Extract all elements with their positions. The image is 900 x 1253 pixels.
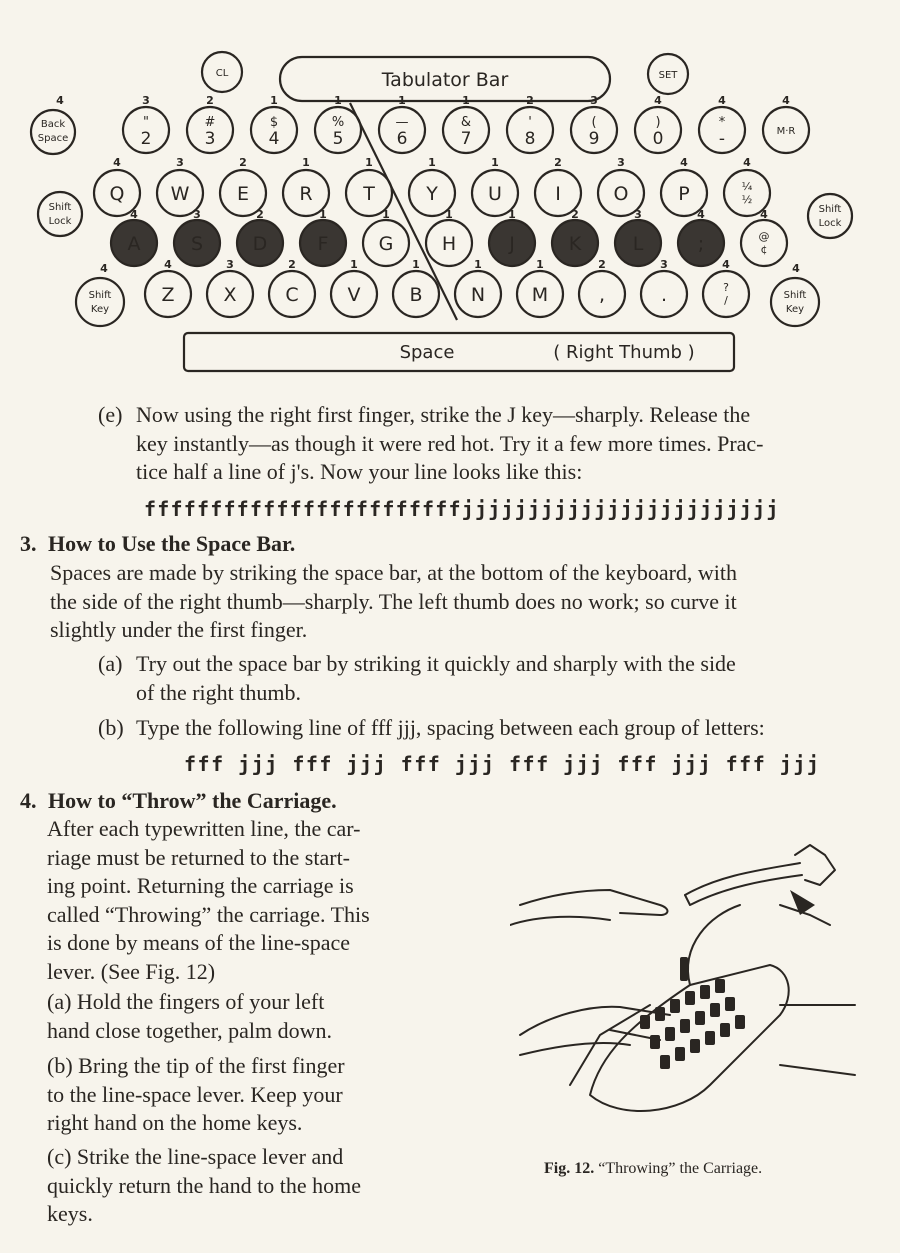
right-thumb-label: ( Right Thumb ) (553, 342, 695, 363)
finger-number: 1 (428, 156, 436, 169)
section-3-step-a-line-2: of the right thumb. (136, 679, 301, 705)
section-4-step-b-line-2: to the line-space lever. Keep your (47, 1081, 343, 1107)
section-3-line-1: Spaces are made by striking the space bar, at the bottom of the keyboard, with (50, 560, 738, 585)
key-label: X (223, 284, 237, 306)
key-label: P (678, 183, 690, 205)
step-e-line-3: tice half a line of j's. Now your line looks like this: (136, 459, 583, 484)
finger-number: 1 (302, 156, 310, 169)
key-label: M (531, 284, 549, 306)
step-e-line-2: key instantly—as though it were red hot. Try it a few more times. Prac- (136, 430, 764, 456)
key-label: @ (758, 230, 770, 243)
shift-key-left-1: Shift (88, 290, 112, 301)
finger-number: 4 (164, 258, 172, 271)
typewriter-illustration (510, 835, 860, 1135)
shift-lock-right-1: Shift (818, 204, 842, 215)
key-label: S (190, 233, 204, 255)
key-label: ¼ (741, 180, 753, 193)
finger-number: 3 (142, 94, 150, 107)
key-label: R (299, 183, 313, 205)
finger-number: 2 (526, 94, 534, 107)
section-4-intro-line-2: riage must be returned to the start- (47, 844, 351, 870)
section-4-step-c-line-2: quickly return the hand to the home (47, 1172, 362, 1198)
key-label: Q (109, 183, 125, 205)
key-label: ¢ (760, 243, 768, 256)
key-top-symbol: & (460, 115, 472, 130)
finger-number: 2 (239, 156, 247, 169)
shift-key-left-finger: 4 (100, 262, 108, 275)
finger-number: 2 (554, 156, 562, 169)
shift-lock-right-2: Lock (818, 218, 842, 229)
key-top-symbol: " (143, 115, 149, 130)
shift-key-left-2: Key (90, 304, 110, 315)
section-3-step-a-line-1: Try out the space bar by striking it quickly and sharply with the side (136, 651, 736, 676)
tabulator-bar-label: Tabulator Bar (381, 69, 509, 91)
finger-number: 1 (508, 208, 516, 221)
back-space-label-2: Space (37, 133, 69, 144)
finger-number: 4 (760, 208, 768, 221)
key-top-symbol: ) (655, 115, 661, 130)
back-space-label-1: Back (40, 119, 66, 130)
key-label: B (409, 284, 423, 306)
finger-number: 1 (491, 156, 499, 169)
key-label: G (378, 233, 394, 255)
finger-number: 4 (130, 208, 138, 221)
finger-number: 2 (288, 258, 296, 271)
finger-number: 1 (412, 258, 420, 271)
key-label: W (170, 183, 190, 205)
key-label: . (660, 284, 668, 306)
key-bottom-symbol: 8 (524, 129, 536, 149)
key-label: D (252, 233, 268, 255)
section-4-intro-line-1: After each typewritten line, the car- (47, 816, 361, 841)
finger-number: 1 (350, 258, 358, 271)
finger-number: 4 (743, 156, 751, 169)
section-3-step-b-sample: fff jjj fff jjj fff jjj fff jjj fff jjj fff jjj (184, 752, 821, 776)
key-label: V (347, 284, 361, 306)
finger-number: 1 (365, 156, 373, 169)
key-label: ? (723, 281, 729, 294)
figure-caption (544, 1160, 762, 1178)
keyboard-diagram (0, 0, 900, 390)
key-label: , (598, 284, 606, 306)
finger-number: 1 (474, 258, 482, 271)
shift-key-right-2: Key (785, 304, 805, 315)
section-4-step-b-line-3: right hand on the home keys. (47, 1110, 303, 1135)
key-label: H (441, 233, 457, 255)
section-3-step-b (98, 714, 862, 743)
section-4-intro-line-6: lever. (See Fig. 12) (47, 958, 216, 984)
section-4-intro-line-3: ing point. Returning the carriage is (47, 873, 354, 898)
section-3-line-3: slightly under the first finger. (50, 617, 308, 642)
finger-number: 2 (206, 94, 214, 107)
step-e-label: (e) (98, 402, 123, 427)
finger-number: 3 (176, 156, 184, 169)
key-label: Z (161, 284, 175, 306)
finger-number: 1 (334, 94, 342, 107)
section-4-step-a (47, 988, 417, 1045)
finger-number: 3 (590, 94, 598, 107)
section-3-line-2: the side of the right thumb—sharply. The left thumb does no work; so curve it (50, 588, 737, 614)
section-4-step-b (47, 1052, 417, 1138)
back-space-finger: 4 (56, 94, 64, 107)
finger-number: 1 (445, 208, 453, 221)
finger-number: 4 (680, 156, 688, 169)
finger-number: 4 (722, 258, 730, 271)
finger-number: 2 (571, 208, 579, 221)
key-label: K (568, 233, 582, 255)
key-top-symbol: # (204, 115, 216, 130)
finger-number: 3 (226, 258, 234, 271)
key-label: / (724, 294, 728, 307)
key-top-symbol: % (331, 115, 345, 130)
key-label: L (632, 233, 644, 255)
finger-number: 4 (718, 94, 726, 107)
section-3-step-b-label: (b) (98, 715, 124, 740)
section-4-number: 4. (20, 788, 37, 813)
shift-key-right-1: Shift (783, 290, 807, 301)
finger-number: 2 (256, 208, 264, 221)
set-key-label: SET (658, 70, 678, 81)
finger-number: 4 (654, 94, 662, 107)
section-4-intro-line-4: called “Throwing” the carriage. This (47, 901, 370, 927)
figure-label: Fig. 12. (544, 1160, 595, 1177)
key-label: F (317, 233, 329, 255)
step-e-line-1: Now using the right first finger, strike the J key—sharply. Release the (136, 402, 751, 427)
section-3-step-a (98, 650, 862, 707)
key-label: N (470, 284, 486, 306)
finger-number: 3 (634, 208, 642, 221)
section-4-step-b-line-1: (b) Bring the tip of the first finger (47, 1053, 345, 1078)
key-top-symbol: — (395, 115, 409, 130)
finger-number: 4 (113, 156, 121, 169)
section-3-heading (20, 530, 295, 559)
key-bottom-symbol: 6 (396, 129, 408, 149)
finger-number: 1 (270, 94, 278, 107)
shift-key-right-finger: 4 (792, 262, 800, 275)
finger-number: 1 (319, 208, 327, 221)
section-4-step-a-line-2: hand close together, palm down. (47, 1017, 333, 1043)
finger-number: 1 (536, 258, 544, 271)
key-bottom-symbol: 5 (332, 129, 344, 149)
figure-caption-text: “Throwing” the Carriage. (598, 1160, 763, 1177)
finger-number: 3 (660, 258, 668, 271)
finger-number: 4 (782, 94, 790, 107)
key-bottom-symbol: 7 (460, 129, 472, 149)
key-label: J (509, 233, 515, 255)
key-label: M·R (776, 126, 796, 137)
step-e-sample: ffffffffffffffffffffffffjjjjjjjjjjjjjjjjjjjjjjjj (144, 497, 780, 521)
typewriter-keys (640, 890, 815, 1069)
key-bottom-symbol: 2 (140, 129, 152, 149)
section-4-step-c-line-3: keys. (47, 1201, 93, 1226)
section-3-step-a-label: (a) (98, 651, 123, 676)
finger-number: 3 (193, 208, 201, 221)
key-label: T (363, 183, 375, 205)
finger-number: 3 (617, 156, 625, 169)
key-top-symbol: ' (528, 115, 532, 130)
key-bottom-symbol: 9 (588, 129, 600, 149)
section-4-step-a-line-1: (a) Hold the fingers of your left (47, 989, 325, 1014)
step-e (98, 401, 862, 487)
section-3-title: How to Use the Space Bar. (48, 531, 296, 556)
section-3-body (50, 559, 862, 645)
section-4-heading (20, 787, 337, 816)
key-top-symbol: $ (269, 115, 279, 130)
finger-number: 1 (382, 208, 390, 221)
finger-number: 1 (462, 94, 470, 107)
section-4-intro-line-5: is done by means of the line-space (47, 930, 351, 955)
key-bottom-symbol: - (718, 129, 726, 149)
section-3-number: 3. (20, 531, 37, 556)
key-label: A (127, 233, 141, 255)
key-bottom-symbol: 0 (652, 129, 664, 149)
key-bottom-symbol: 3 (204, 129, 216, 149)
key-bottom-symbol: 4 (268, 129, 280, 149)
section-4-step-c-line-1: (c) Strike the line-space lever and (47, 1144, 344, 1169)
finger-number: 4 (697, 208, 705, 221)
key-label: Y (426, 183, 438, 205)
cl-key-label: CL (215, 68, 229, 79)
key-top-symbol: * (718, 115, 726, 130)
key-label: I (555, 183, 561, 205)
key-label: U (488, 183, 502, 205)
key-label: ; (697, 233, 705, 255)
shift-lock-left-1: Shift (48, 202, 72, 213)
section-4-intro (47, 815, 417, 986)
finger-number: 1 (398, 94, 406, 107)
key-label: E (236, 183, 250, 205)
space-bar-label: Space (399, 342, 455, 363)
section-4-title: How to “Throw” the Carriage. (48, 788, 337, 813)
shift-lock-left-2: Lock (48, 216, 72, 227)
key-label: ½ (741, 193, 753, 206)
section-4-step-c (47, 1143, 417, 1229)
finger-number: 2 (598, 258, 606, 271)
key-label: C (285, 284, 299, 306)
key-label: O (613, 183, 629, 205)
key-top-symbol: ( (591, 115, 597, 130)
section-3-step-b-text: Type the following line of fff jjj, spacing between each group of letters: (136, 715, 765, 740)
